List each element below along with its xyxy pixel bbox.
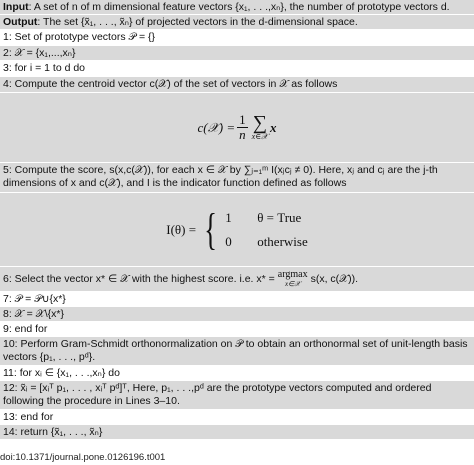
indicator-lhs: I(θ) = <box>166 221 197 237</box>
row-line-4: 4: Compute the centroid vector c(𝒳) of the set of vectors in 𝒳 as follows <box>0 77 474 93</box>
doi-footer: doi:10.1371/journal.pone.0126196.t001 <box>0 452 166 463</box>
argmax-op: argmax <box>277 269 308 280</box>
summation-variable: x <box>270 119 277 135</box>
row-input <box>0 0 474 15</box>
case-row-1 <box>225 210 308 226</box>
line-6-tail: s(x, c(𝒳)). <box>310 272 359 285</box>
output-text: : The set {x̃₁, . . ., x̃ₙ} of projected vectors in the d-dimensional space. <box>37 16 358 28</box>
row-output <box>0 15 474 30</box>
row-line-14: 14: return {x̃₁, . . ., x̃ₙ} <box>0 425 474 440</box>
case-2-condition: otherwise <box>257 233 308 249</box>
centroid-fraction <box>237 113 248 142</box>
sigma-symbol: ∑ <box>252 112 267 134</box>
fraction-numerator: 1 <box>239 112 246 127</box>
centroid-equation <box>0 93 474 163</box>
line-6-text: 6: Select the vector x* ∈ 𝒳 with the highest score. i.e. x* = <box>3 272 275 285</box>
row-line-7: 7: 𝒫 = 𝒫∪{x*} <box>0 292 474 307</box>
indicator-cases <box>196 204 308 254</box>
case-row-2 <box>225 234 308 250</box>
case-1-condition: θ = True <box>257 209 302 225</box>
row-line-9: 9: end for <box>0 322 474 337</box>
fraction-denominator: n <box>239 127 246 142</box>
indicator-equation <box>0 193 474 267</box>
case-2-value: 0 <box>225 233 232 249</box>
centroid-lhs: c(𝒳) = <box>197 119 236 135</box>
case-list <box>225 210 308 250</box>
summation-subscript: x∈𝒳 <box>251 132 268 141</box>
case-1-value: 1 <box>225 209 232 225</box>
argmax-operator <box>278 270 308 288</box>
output-label: Output <box>3 16 38 28</box>
input-text: : A set of n of m dimensional feature vectors {x₁, . . .,xₙ}, the number of prototype vectors d. <box>28 1 450 13</box>
argmax-subscript: x∈𝒳 <box>285 280 301 288</box>
summation <box>252 114 268 141</box>
left-brace: { <box>204 204 217 254</box>
row-line-12: 12: x̃ᵢ = [xᵢᵀ p₁, . . . , xᵢᵀ pᵈ]ᵀ, Here, p₁, . . .,pᵈ are the prototype vectors computed and ordered following the procedure in Lines 3–10. <box>0 381 474 410</box>
row-line-11: 11: for xᵢ ∈ {x₁, . . .,xₙ} do <box>0 366 474 381</box>
row-line-10: 10: Perform Gram-Schmidt orthonormalization on 𝒫 to obtain an orthonormal set of unit-length basis vectors {p₁, . . ., pᵈ}. <box>0 337 474 366</box>
row-line-3: 3: for i = 1 to d do <box>0 61 474 77</box>
input-label: Input <box>3 1 29 13</box>
row-line-8: 8: 𝒳 = 𝒳\{x*} <box>0 307 474 322</box>
row-line-2: 2: 𝒳 = {x₁,...,xₙ} <box>0 46 474 61</box>
row-line-13: 13: end for <box>0 410 474 425</box>
row-line-1: 1: Set of prototype vectors 𝒫 = {} <box>0 30 474 46</box>
row-line-5: 5: Compute the score, s(x,c(𝒳)), for each x ∈ 𝒳 by ∑ⱼ₌₁ᵐ I(xⱼcⱼ ≠ 0). Here, xⱼ and cⱼ are the j-th dimensions of x and c(𝒳), and I is the indicator function defined as follows <box>0 163 474 193</box>
row-line-6 <box>0 267 474 292</box>
